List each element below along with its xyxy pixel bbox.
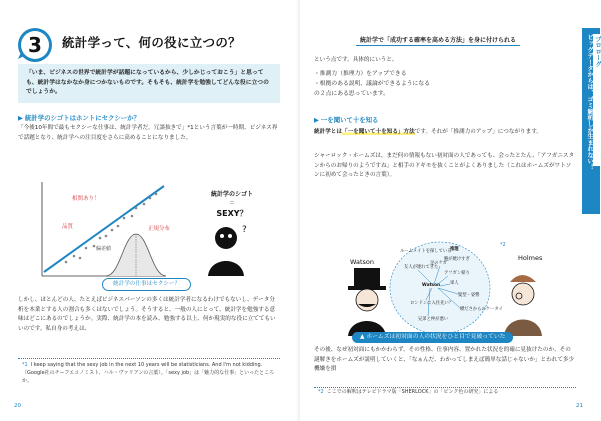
node-2: 推理: [450, 247, 459, 252]
watson-figure: [348, 268, 386, 336]
footnote-right: *2 ここでの解釈はテレビドラマ版「SHERLOCK」の「ピンク色の研究」による: [318, 389, 499, 395]
speech-line-1: 統計学のシゴト: [210, 191, 254, 198]
node-6: 足のケガ: [430, 261, 448, 266]
chapter-title: 統計学って、何の役に立つの？: [62, 35, 241, 50]
node-11: 横ださからのケータイ: [460, 307, 503, 312]
section-heading-1: ▶ 統計学のシゴトはホントにセクシーか？: [18, 114, 140, 122]
footnote-divider: [18, 358, 280, 359]
node-5: アフガン帰り: [444, 271, 470, 276]
node-8: Watson: [422, 283, 441, 288]
paragraph-4: シャーロック・ホームズは、まだ何の情報もない初対面の人であっても、会ったとたん、「アフガニスタンからのお帰りのようですね」と相手のドギモを抜くことがよくありました（これはホームズがワトソンに初めて会ったときの言葉）。: [314, 153, 575, 178]
node-4: 友人が連れてきた: [404, 265, 439, 270]
page-number-left: 20: [14, 403, 22, 409]
watson-label: Watson: [350, 258, 375, 266]
figure-caption: 統計学の仕事はセクシー？: [102, 278, 191, 291]
person-silhouette-icon: [208, 225, 247, 276]
triangle-icon: ▶: [314, 116, 319, 124]
lead-box: 「いま、ビジネスの世界で統計学が話題になっているから、少しかじっておこう」と思っても、統計学はなかなか身につかないものです。そもそも、統計学を勉強してどんな役に立つのでしょうか。: [18, 64, 280, 103]
side-tab-text: ビッグデータからは、ゴミ解析しか生まれない！: [586, 34, 594, 171]
label-deviation: 偏差値: [96, 246, 112, 252]
chapter-side-tab: [582, 28, 600, 214]
pointer-icon: ▲: [360, 334, 365, 340]
node-10: ロンドンに入住先い？: [410, 301, 453, 306]
figure-caption-2: ▲ ホームズは初対面の人の状況をひと目で見破っていた: [352, 332, 513, 343]
node-1: ルームメイトを探している: [400, 249, 452, 254]
paragraph-1: 「今後10年間で最もセクシーな仕事は、統計学者だ。冗談抜きで」*1という言葉が一時期、ビジネス界で話題となり、統計学への注目度をさらに高めることになりました。: [18, 125, 278, 141]
section-heading-2: ▶ 一を聞いて十を知る: [314, 116, 379, 124]
footnote-divider-right: [314, 387, 576, 388]
chapter-badge: [16, 26, 54, 64]
paragraph-2: しかし、ほとんどの人、たとえばビジネスパーソンの多くは統計学者になるわけでもないし、データ分析を本業とする人の割合も多くはないでしょう。そうすると、一般の人にとって、統計学を勉強する意味はどこにあるのでしょうか。実際、統計学の本を読み、勉強する以上、何か現実的な役に立ててもいいのです。私自身の考えは、: [18, 297, 276, 332]
bullet-list: [314, 69, 430, 99]
speech-line-2: ＝: [228, 200, 236, 207]
node-7: 軍人: [450, 281, 459, 286]
paragraph-3: 統計学とは「一を聞いて十を知る」方法です。それが「推測力のアップ」につながります。: [314, 129, 542, 135]
holmes-watson-illustration: [342, 238, 554, 336]
svg-text:?: ?: [242, 225, 247, 235]
label-relation: 相関あり！: [72, 196, 100, 202]
label-quality: 品質: [62, 224, 74, 230]
node-9: 髪型・姿勢: [458, 293, 480, 298]
bullet-2: ・根拠のある説明、議論ができるようになる: [314, 81, 430, 88]
holmes-figure: [504, 275, 542, 336]
node-12: 兄弟と仲が悪い: [418, 317, 449, 322]
left-page: [0, 0, 300, 421]
speech-line-3: SEXY？: [216, 209, 248, 218]
page-number-right: 21: [576, 403, 584, 409]
holmes-label: Holmes: [518, 254, 543, 262]
stats-illustration: [36, 176, 276, 284]
side-tab-label: プロローグ: [593, 34, 601, 166]
node-3: 腕が焼けすぎ: [444, 257, 470, 262]
right-page: [300, 0, 600, 421]
bullet-end: の２点にある思っています。: [314, 91, 389, 98]
footnote: *1 I keep saying that the sexy job in the next 10 years will be statisticians. And I'm not kidding.（Google社のチーフエコノミスト、ハル・ヴァリアンの言葉）。「sexy job」は「魅力的な仕事」といったところか。: [22, 362, 275, 384]
triangle-icon: ▶: [18, 114, 23, 122]
sup2: *2: [500, 242, 506, 248]
intro: という点です。具体的にいうと、: [314, 57, 398, 63]
label-normal: 正規分布: [148, 226, 171, 232]
paragraph-5: その後、なぜ初対面にもかかわらず、その性格、仕事内容、置かれた状況を的確に見抜けたのか、その謎解きをホームズが説明していくと、「なぁんだ、わかってしまえば簡単な話じゃないか」とわれて多少機嫌を損: [314, 347, 575, 372]
chapter-number: 3: [28, 33, 42, 57]
right-header: 統計学で「成功する確率を高める方法」を身に付けられる: [356, 36, 520, 46]
bullet-1: ・推測力（推理力）をアップできる: [314, 71, 407, 77]
